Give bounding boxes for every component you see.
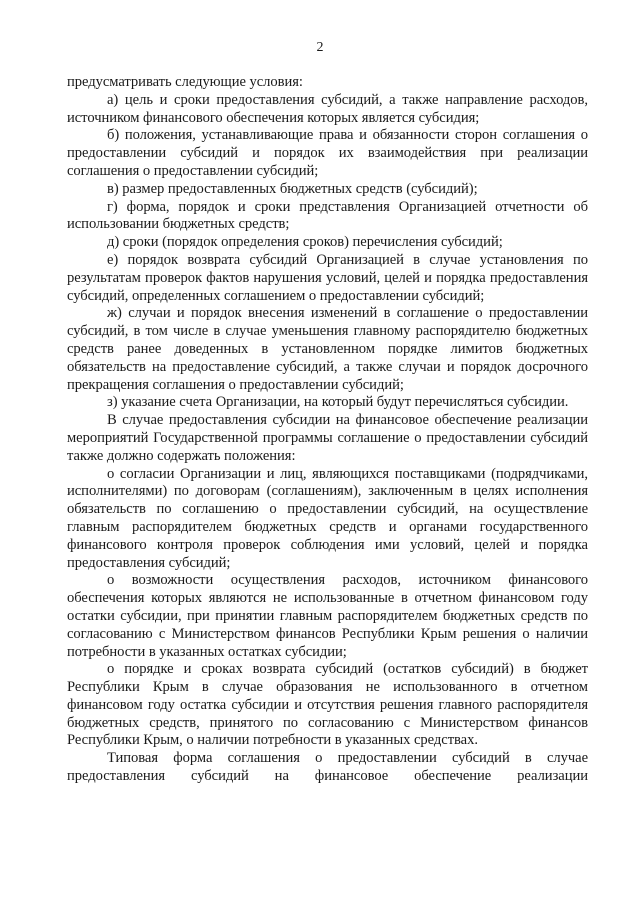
paragraph-item-d: д) сроки (порядок определения сроков) перечисления субсидий; <box>107 234 503 251</box>
paragraph-item-zh: ж) случаи и порядок внесения изменений в соглашение о предоставлении субсидий, в том числе в случае уменьшения главному распорядителю бюджетных средств ранее доведенных в установленном порядке лимитов бюджетных обязательств на предоставление субсидий, а также случаи и порядок досрочного прекращения соглашения о предоставлении субсидий; <box>67 305 588 393</box>
paragraph-item-v: в) размер предоставленных бюджетных средств (субсидий); <box>107 180 478 197</box>
paragraph-item-g: г) форма, порядок и сроки представления Организацией отчетности об использовании бюджетных средств; <box>67 198 588 233</box>
paragraph-intro: предусматривать следующие условия: <box>67 74 303 90</box>
paragraph-item-b: б) положения, устанавливающие права и обязанности сторон соглашения о предоставлении субсидий и порядок их взаимодействия при реализации соглашения о предоставлении субсидий; <box>67 127 588 179</box>
paragraph-remainder-use-provision: о возможности осуществления расходов, источником финансового обеспечения которых являются не использованные в отчетном финансовом году остатки субсидии, при принятии главным распорядителем бюджетных средств по согласованию с Министерством финансов Республики Крым решения о наличии потребности в указанных остатках субсидии; <box>67 572 588 660</box>
paragraph-return-provision: о порядке и сроках возврата субсидий (остатков субсидий) в бюджет Республики Крым в случае образования не использованного в отчетном финансовом году остатка субсидии и отсутствия решения главного распорядителя бюджетных средств, принятого по согласованию с Министерством финансов Республики Крым, о наличии потребности в указанных средствах. <box>67 661 588 749</box>
paragraph-consent-provision: о согласии Организации и лиц, являющихся поставщиками (подрядчиками, исполнителями) по договорам (соглашениям), заключенным в целях исполнения обязательств по соглашению о предоставлении субсидий, на осуществление главным распорядителем бюджетных средств и органами государственного финансового контроля проверок соблюдения ими условий, целей и порядка предоставления субсидий; <box>67 465 588 571</box>
paragraph-standard-form: Типовая форма соглашения о предоставлении субсидий в случае предоставления субсидий на финансовое обеспечение реализации <box>67 750 588 785</box>
paragraph-item-z: з) указание счета Организации, на который будут перечисляться субсидии. <box>107 394 569 411</box>
page-number: 2 <box>316 40 324 55</box>
paragraph-financing-case: В случае предоставления субсидии на финансовое обеспечение реализации мероприятий Государственной программы соглашение о предоставлении субсидий также должно содержать положения: <box>67 412 588 464</box>
paragraph-item-a: а) цель и сроки предоставления субсидий, а также направление расходов, источником финансового обеспечения которых является субсидия; <box>67 91 588 126</box>
document-body <box>67 74 588 786</box>
paragraph-item-e: е) порядок возврата субсидий Организацией в случае установления по результатам проверок фактов нарушения условий, целей и порядка предоставления субсидий, определенных соглашением о предоставлении субсидий; <box>67 251 588 304</box>
